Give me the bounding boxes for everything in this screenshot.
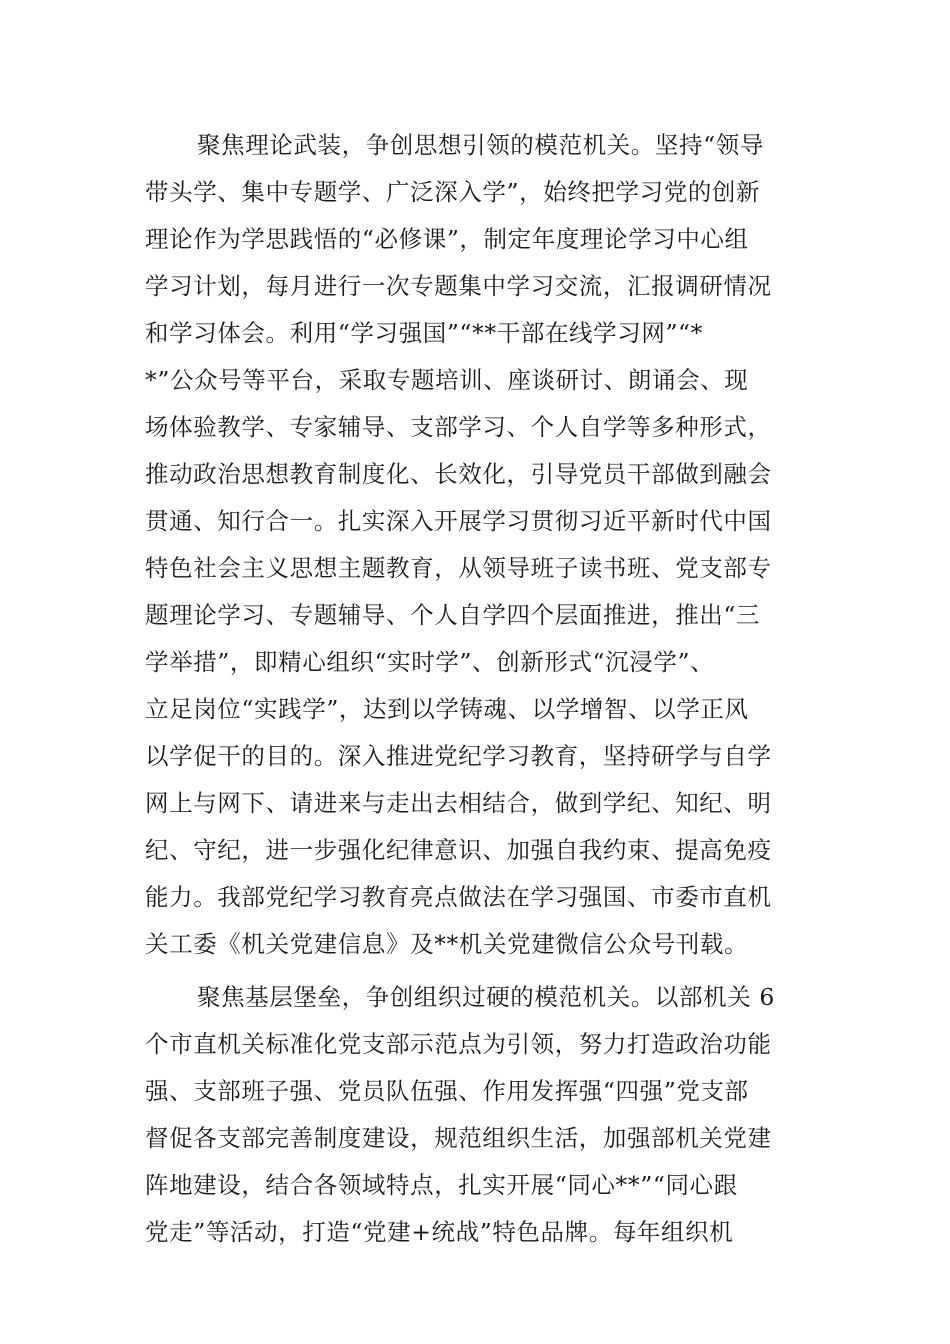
paragraph-1-line-18: 关工委《机关党建信息》及**机关党建微信公众号刊载。 <box>145 930 749 958</box>
paragraph-1-line-11: 题理论学习、专题辅导、个人自学四个层面推进，推出“三 <box>145 601 761 629</box>
paragraph-1-line-2: 带头学、集中专题学、广泛深入学”，始终把学习党的创新 <box>145 178 761 206</box>
paragraph-2-line-3: 强、支部班子强、党员队伍强、作用发挥强“四强”党支部 <box>145 1077 749 1105</box>
paragraph-2-line-1: 聚焦基层堡垒，争创组织过硬的模范机关。以部机关 6 <box>197 983 775 1011</box>
paragraph-2-line-2: 个市直机关标准化党支部示范点为引领，努力打造政治功能 <box>145 1030 772 1058</box>
paragraph-1-line-6: *”公众号等平台，采取专题培训、座谈研讨、朗诵会、现 <box>145 366 749 394</box>
paragraph-1-line-17: 能力。我部党纪学习教育亮点做法在学习强国、市委市直机 <box>145 883 772 911</box>
paragraph-1-line-15: 网上与网下、请进来与走出去相结合，做到学纪、知纪、明 <box>145 789 772 817</box>
paragraph-2-line-6: 党走”等活动，打造“党建+统战”特色品牌。每年组织机 <box>145 1218 734 1246</box>
paragraph-1-line-13: 立足岗位“实践学”，达到以学铸魂、以学增智、以学正风 <box>145 695 749 723</box>
paragraph-1-line-1: 聚焦理论武装，争创思想引领的模范机关。坚持“领导 <box>197 131 764 159</box>
paragraph-2-line-5: 阵地建设，结合各领域特点，扎实开展“同心**”“同心跟 <box>145 1171 738 1199</box>
paragraph-1-line-10: 特色社会主义思想主题教育，从领导班子读书班、党支部专 <box>145 554 772 582</box>
paragraph-1-line-16: 纪、守纪，进一步强化纪律意识、加强自我约束、提高免疫 <box>145 836 772 864</box>
paragraph-1-line-8: 推动政治思想教育制度化、长效化，引导党员干部做到融会 <box>145 460 772 488</box>
paragraph-1-line-5: 和学习体会。利用“学习强国”“**干部在线学习网”“* <box>145 319 704 347</box>
paragraph-1-line-9: 贯通、知行合一。扎实深入开展学习贯彻习近平新时代中国 <box>145 507 772 535</box>
paragraph-1-line-3: 理论作为学思践悟的“必修课”，制定年度理论学习中心组 <box>145 225 749 253</box>
paragraph-1-line-14: 以学促干的目的。深入推进党纪学习教育，坚持研学与自学 <box>145 742 772 770</box>
paragraph-2-line-4: 督促各支部完善制度建设，规范组织生活，加强部机关党建 <box>145 1124 772 1152</box>
paragraph-1-line-12: 学举措”，即精心组织“实时学”、创新形式“沉浸学”、 <box>145 648 715 676</box>
paragraph-1-line-7: 场体验教学、专家辅导、支部学习、个人自学等多种形式， <box>145 413 772 441</box>
paragraph-1-line-4: 学习计划，每月进行一次专题集中学习交流，汇报调研情况 <box>145 272 772 300</box>
